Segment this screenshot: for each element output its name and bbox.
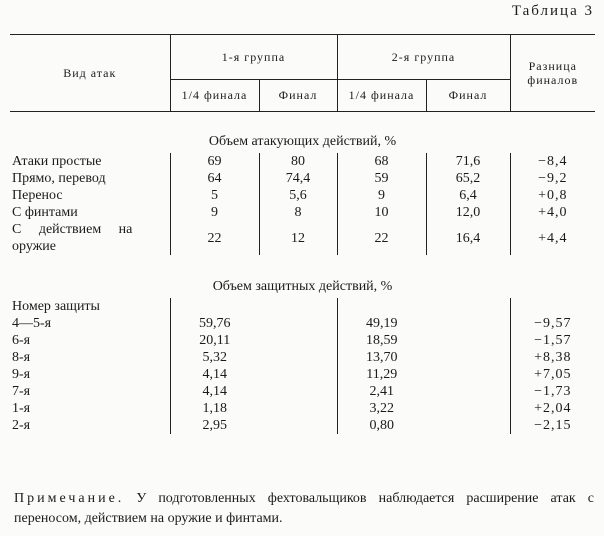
row-label: 4—5-я — [12, 316, 52, 331]
cell-g1-value: 4,14 — [170, 383, 259, 400]
cell-g1-final: 80 — [259, 153, 337, 170]
row-label: Перенос — [12, 188, 63, 203]
cell-g1-final: 12 — [259, 221, 337, 255]
cell-g2-value: 13,70 — [337, 349, 426, 366]
cell-difference: +4,0 — [510, 204, 595, 221]
cell-empty — [259, 315, 337, 332]
header-g1-final: Финал — [259, 80, 337, 112]
row-label: 2-я — [12, 418, 31, 433]
cell-g2-final: 71,6 — [426, 153, 510, 170]
cell-g1-quarter: 9 — [170, 204, 259, 221]
cell-empty — [259, 417, 337, 434]
cell-g2-value: 3,22 — [337, 400, 426, 417]
cell-empty — [259, 383, 337, 400]
table-row — [10, 315, 595, 332]
table-header — [10, 35, 595, 112]
header-g2-quarter-final: 1/4 финала — [337, 80, 426, 112]
table-row — [10, 187, 595, 204]
cell-g2-final: 16,4 — [426, 221, 510, 255]
cell-g1-quarter: 64 — [170, 170, 259, 187]
table-row — [10, 366, 595, 383]
cell-empty — [170, 298, 259, 315]
cell-difference: −9,2 — [510, 170, 595, 187]
cell-empty — [426, 298, 510, 315]
section-defense-title: Объем защитных действий, % — [212, 279, 393, 294]
header-group-1: 1-я группа — [170, 35, 337, 80]
cell-g2-final: 12,0 — [426, 204, 510, 221]
cell-g2-final: 65,2 — [426, 170, 510, 187]
header-attack-type: Вид атак — [10, 35, 170, 112]
cell-g2-quarter: 10 — [337, 204, 426, 221]
table-row — [10, 170, 595, 187]
cell-g1-quarter: 69 — [170, 153, 259, 170]
cell-g2-quarter: 22 — [337, 221, 426, 255]
cell-g1-value: 5,32 — [170, 349, 259, 366]
table-row — [10, 204, 595, 221]
table-row — [10, 332, 595, 349]
row-label: 9-я — [12, 367, 31, 382]
cell-empty — [426, 383, 510, 400]
row-label: Прямо, перевод — [12, 171, 106, 186]
cell-g2-value: 49,19 — [337, 315, 426, 332]
cell-difference: −2,15 — [510, 417, 595, 434]
data-table — [10, 34, 595, 434]
row-label — [10, 221, 170, 255]
table-row — [10, 298, 595, 315]
cell-g2-quarter: 68 — [337, 153, 426, 170]
cell-g1-value: 1,18 — [170, 400, 259, 417]
cell-empty — [259, 349, 337, 366]
cell-g2-value: 11,29 — [337, 366, 426, 383]
row-label: 6-я — [12, 333, 31, 348]
header-final-difference: Разница финалов — [510, 35, 595, 112]
table-caption: Таблица 3 — [511, 3, 594, 19]
header-g2-final: Финал — [426, 80, 510, 112]
cell-difference: +7,05 — [510, 366, 595, 383]
section-attack-title: Объем атакующих действий, % — [208, 134, 397, 149]
cell-empty — [426, 315, 510, 332]
cell-g1-final: 8 — [259, 204, 337, 221]
cell-empty — [426, 332, 510, 349]
cell-difference: +0,8 — [510, 187, 595, 204]
cell-empty — [259, 298, 337, 315]
cell-g1-value: 59,76 — [170, 315, 259, 332]
cell-difference: −1,73 — [510, 383, 595, 400]
cell-g1-quarter: 22 — [170, 221, 259, 255]
table-row — [10, 383, 595, 400]
row-label: 1-я — [12, 401, 31, 416]
cell-g2-value: 0,80 — [337, 417, 426, 434]
note-title: Примечание. — [14, 491, 125, 506]
table-row — [10, 417, 595, 434]
cell-difference: +4,4 — [510, 221, 595, 255]
cell-difference: +8,38 — [510, 349, 595, 366]
cell-g2-final: 6,4 — [426, 187, 510, 204]
table-row — [10, 221, 595, 255]
row-label-line-2: оружие — [12, 239, 57, 254]
note-text: У подготовленных фехтовальщиков наблюдается расширение атак с переносом, действием на оружие и финтами. — [14, 491, 594, 526]
cell-g1-value: 2,95 — [170, 417, 259, 434]
cell-empty — [426, 349, 510, 366]
cell-g1-final: 5,6 — [259, 187, 337, 204]
cell-empty — [510, 298, 595, 315]
cell-g2-value: 18,59 — [337, 332, 426, 349]
cell-g1-value: 4,14 — [170, 366, 259, 383]
table-row — [10, 400, 595, 417]
header-group-2: 2-я группа — [337, 35, 510, 80]
cell-empty — [259, 400, 337, 417]
cell-g2-quarter: 9 — [337, 187, 426, 204]
row-label: С финтами — [12, 205, 78, 220]
cell-empty — [426, 417, 510, 434]
cell-difference: −8,4 — [510, 153, 595, 170]
row-label-line-1: С действием на — [12, 222, 133, 237]
table-note — [14, 489, 594, 529]
cell-empty — [426, 400, 510, 417]
cell-g2-value: 2,41 — [337, 383, 426, 400]
cell-difference: −1,57 — [510, 332, 595, 349]
row-label: 8-я — [12, 350, 31, 365]
cell-empty — [259, 366, 337, 383]
header-g1-quarter-final: 1/4 финала — [170, 80, 259, 112]
subheader-defense-number: Номер защиты — [12, 299, 100, 314]
cell-empty — [337, 298, 426, 315]
cell-g1-quarter: 5 — [170, 187, 259, 204]
row-label: Атаки простые — [12, 154, 102, 169]
cell-empty — [259, 332, 337, 349]
cell-difference: −9,57 — [510, 315, 595, 332]
cell-g1-final: 74,4 — [259, 170, 337, 187]
table-row — [10, 349, 595, 366]
table-row — [10, 153, 595, 170]
cell-difference: +2,04 — [510, 400, 595, 417]
cell-empty — [426, 366, 510, 383]
row-label: 7-я — [12, 384, 31, 399]
cell-g2-quarter: 59 — [337, 170, 426, 187]
cell-g1-value: 20,11 — [170, 332, 259, 349]
